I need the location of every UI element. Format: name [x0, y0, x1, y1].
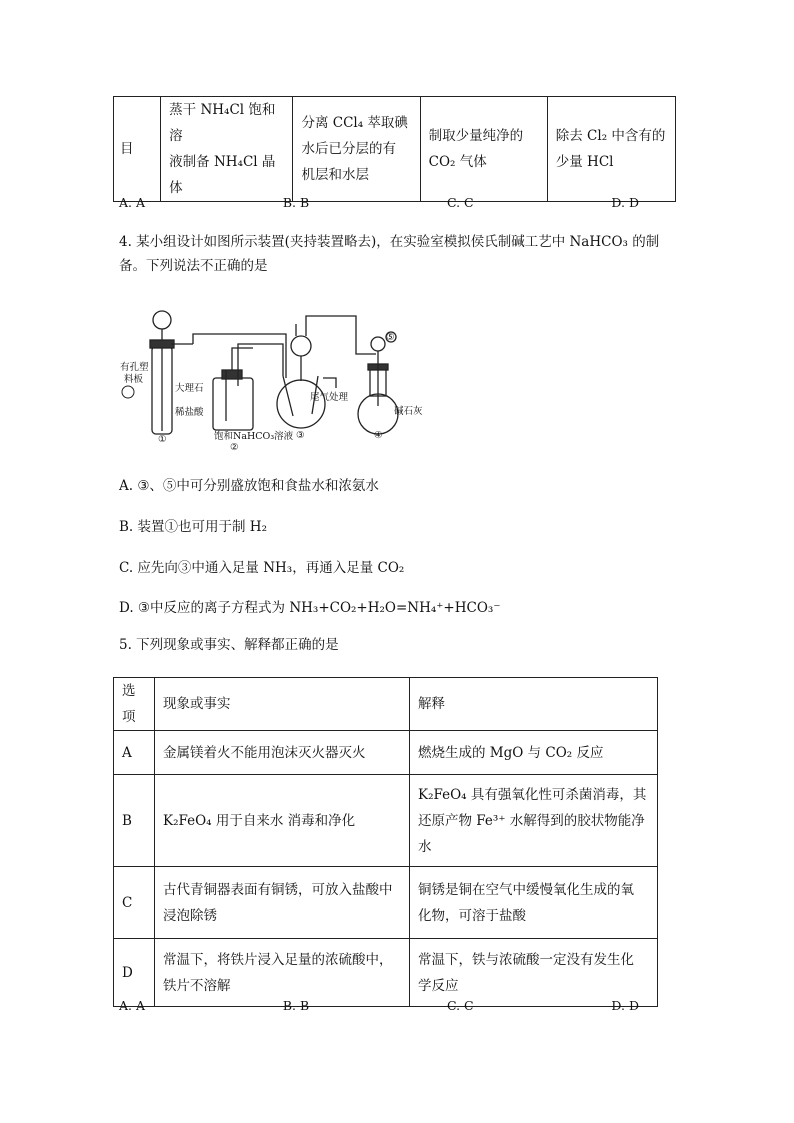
- label-n4: ④: [374, 430, 383, 441]
- label-acid: 稀盐酸: [175, 407, 204, 418]
- q5-row-b-option: B: [114, 775, 155, 867]
- apparatus-figure: [118, 296, 423, 456]
- q3-cell-d: 除去 Cl₂ 中含有的 少量 HCl: [547, 97, 675, 202]
- q3-option-d[interactable]: D. D: [611, 195, 639, 210]
- q5-option-c[interactable]: C. C: [446, 998, 474, 1013]
- q5-row-a-explanation: 燃烧生成的 MgO 与 CO₂ 反应: [410, 731, 658, 775]
- q5-stem: 5. 下列现象或事实、解释都正确的是: [119, 637, 339, 653]
- q5-options: [119, 998, 639, 1013]
- q3-table: [113, 96, 676, 202]
- label-n2: ②: [230, 442, 239, 453]
- label-solution: 饱和NaHCO₃溶液: [214, 431, 294, 442]
- q3-option-a[interactable]: A. A: [119, 195, 146, 210]
- table-row: [114, 731, 658, 775]
- q3-cell-b: 分离 CCl₄ 萃取碘 水后已分层的有 机层和水层: [293, 97, 420, 202]
- q3-rowhead: 目: [114, 97, 161, 202]
- q5-row-d-option: D: [114, 939, 155, 1007]
- q4-choice-b[interactable]: B. 装置①也可用于制 H₂: [119, 519, 267, 535]
- table-row: [114, 867, 658, 939]
- q5-option-d[interactable]: D. D: [611, 998, 639, 1013]
- plate-icon: [122, 386, 134, 398]
- label-tail: 尾气处理: [310, 392, 349, 403]
- q3-cell-a: 蒸干 NH₄Cl 饱和溶 液制备 NH₄Cl 晶体: [161, 97, 293, 202]
- q4-choice-c[interactable]: C. 应先向③中通入足量 NH₃，再通入足量 CO₂: [119, 560, 405, 576]
- label-plate: 有孔塑: [120, 362, 149, 373]
- q4-choice-d[interactable]: D. ③中反应的离子方程式为 NH₃+CO₂+H₂O=NH₄⁺+HCO₃⁻: [119, 600, 501, 616]
- q5-row-b-explanation: K₂FeO₄ 具有强氧化性可杀菌消毒，其 还原产物 Fe³⁺ 水解得到的胶状物能净 水: [410, 775, 658, 867]
- q5-row-a-option: A: [114, 731, 155, 775]
- q3-option-c[interactable]: C. C: [446, 195, 474, 210]
- label-n3: ③: [296, 430, 305, 441]
- table-row: [114, 939, 658, 1007]
- label-marble: 大理石: [175, 383, 204, 394]
- label-n1: ①: [158, 434, 167, 445]
- q3-option-b[interactable]: B. B: [282, 195, 310, 210]
- label-plate2: 料板: [124, 374, 144, 385]
- q5-option-b[interactable]: B. B: [282, 998, 310, 1013]
- q4-choice-a[interactable]: A. ③、⑤中可分别盛放饱和食盐水和浓氨水: [119, 478, 379, 494]
- q5-header-option: 选项: [114, 678, 155, 731]
- table-row: [114, 775, 658, 867]
- q5-row-c-fact: 古代青铜器表面有铜锈，可放入盐酸中 浸泡除锈: [155, 867, 410, 939]
- q5-row-d-explanation: 常温下，铁与浓硫酸一定没有发生化 学反应: [410, 939, 658, 1007]
- q3-cell-c: 制取少量纯净的 CO₂ 气体: [420, 97, 547, 202]
- q5-row-d-fact: 常温下，将铁片浸入足量的浓硫酸中， 铁片不溶解: [155, 939, 410, 1007]
- q5-option-a[interactable]: A. A: [119, 998, 146, 1013]
- q5-row-a-fact: 金属镁着火不能用泡沫灭火器灭火: [155, 731, 410, 775]
- q5-header-explanation: 解释: [410, 678, 658, 731]
- q5-row-b-fact: K₂FeO₄ 用于自来水 消毒和净化: [155, 775, 410, 867]
- q5-row-c-explanation: 铜锈是铜在空气中缓慢氧化生成的氧 化物，可溶于盐酸: [410, 867, 658, 939]
- q5-row-c-option: C: [114, 867, 155, 939]
- label-n5: ⑤: [386, 332, 395, 343]
- q5-table: [113, 677, 658, 1007]
- q4-stem: 4. 某小组设计如图所示装置(夹持装置略去)，在实验室模拟侯氏制碱工艺中 NaHCO₃ 的制 备。下列说法不正确的是: [119, 234, 660, 274]
- q5-header-fact: 现象或事实: [155, 678, 410, 731]
- q3-options: [119, 195, 639, 210]
- label-lime: 碱石灰: [394, 406, 423, 417]
